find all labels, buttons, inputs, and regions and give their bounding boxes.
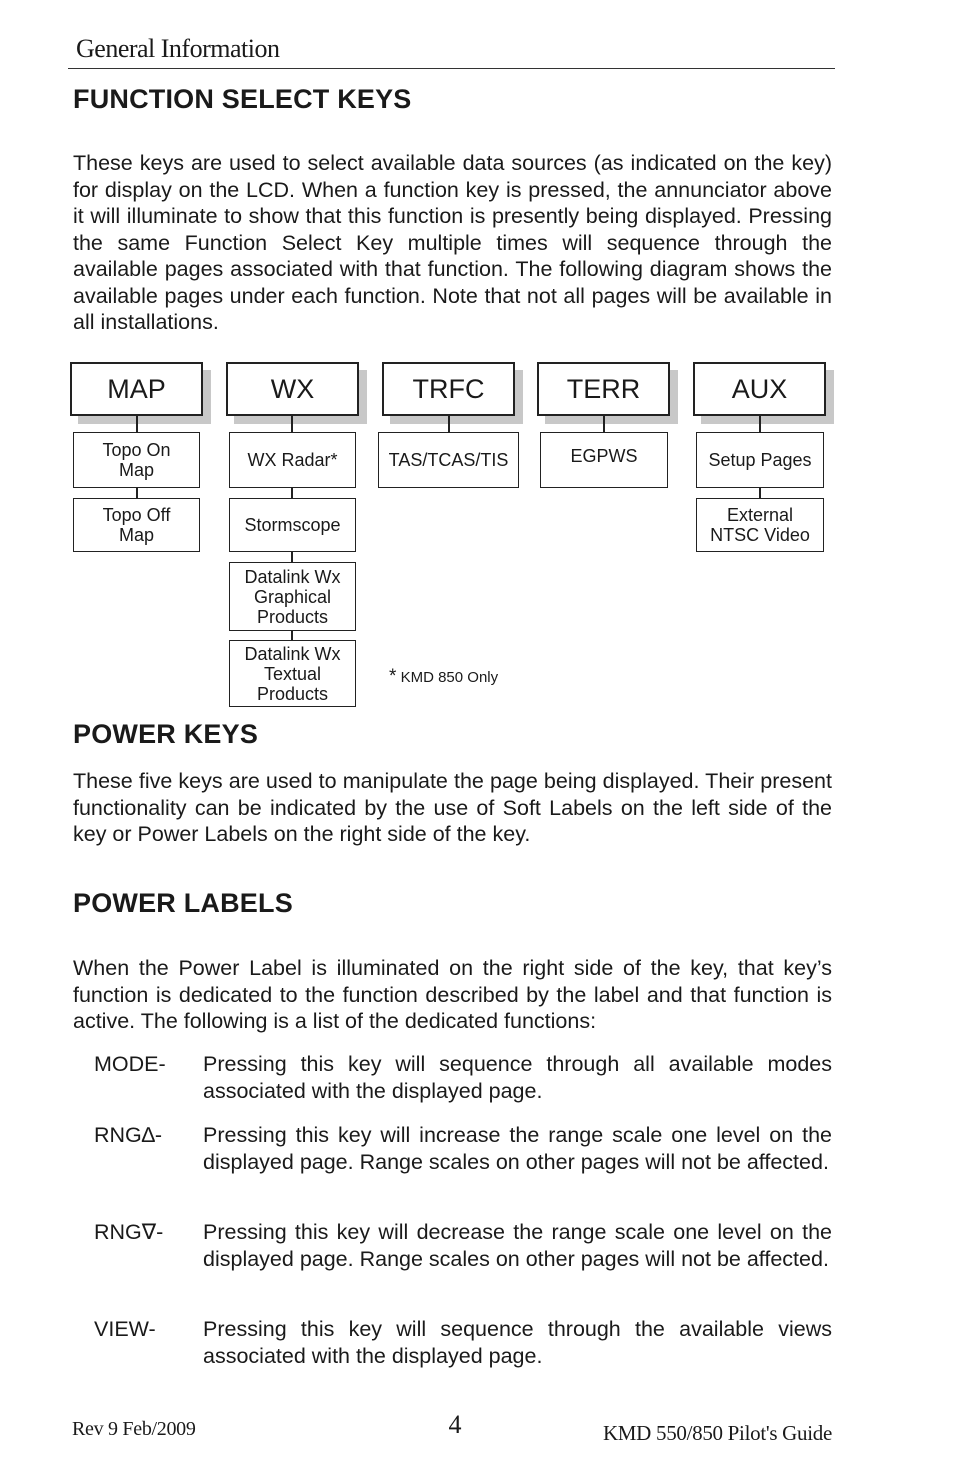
terr-key: TERR <box>537 362 670 416</box>
power-keys-heading: POWER KEYS <box>73 719 259 749</box>
diagram-footnote <box>389 666 498 688</box>
page-datalink-graphical: Datalink Wx Graphical Products <box>229 562 356 631</box>
page-wx-radar: WX Radar* <box>229 432 356 488</box>
page-external-ntsc-video: External NTSC Video <box>696 498 824 552</box>
page-setup-pages: Setup Pages <box>696 432 824 488</box>
aux-key: AUX <box>693 362 826 416</box>
power-keys-body: These five keys are used to manipulate the page being displayed. Their present functionality can be indicated by the use of Soft Labels on the left side of the key or Power Labels on the right side of the key. <box>73 769 832 846</box>
footnote-asterisk: * <box>389 666 397 687</box>
definition-term: MODE- <box>94 1052 166 1076</box>
page-tas-tcas-tis: TAS/TCAS/TIS <box>378 432 519 488</box>
page-topo-on-map: Topo On Map <box>73 432 200 488</box>
function-keys-body: These keys are used to select available data sources (as indicated on the key) for display on the LCD. When a function key is pressed, the annunciator above it will illuminate to show that this function is presently being displayed. Pressing the same Function Select Key multiple times will sequence through the available pages associated with that function. The following diagram shows the available pages under each function. Note that not all pages will be available in all installations. <box>73 151 832 334</box>
map-key: MAP <box>70 362 203 416</box>
footer-revision: Rev 9 Feb/2009 <box>72 1418 196 1440</box>
power-labels-body: When the Power Label is illuminated on the right side of the key, that key’s function is dedicated to the function described by the label and that function is active. The following is a list of the dedicated functions: <box>73 956 832 1033</box>
definition-text: Pressing this key will sequence through the available views associated with the displayed page. <box>203 1317 832 1368</box>
section-header: General Information <box>76 34 280 63</box>
footer-page-number: 4 <box>448 1410 462 1439</box>
page-datalink-textual: Datalink Wx Textual Products <box>229 640 356 707</box>
definition-term: VIEW- <box>94 1317 156 1341</box>
definition-text: Pressing this key will decrease the range scale one level on the displayed page. Range scales on other pages will not be affected. <box>203 1220 832 1271</box>
page-stormscope: Stormscope <box>229 498 356 552</box>
function-key-diagram <box>0 0 954 720</box>
wx-key: WX <box>226 362 359 416</box>
definition-term: RNG∆- <box>94 1123 163 1147</box>
function-keys-heading: FUNCTION SELECT KEYS <box>73 84 412 114</box>
footer-guide-title: KMD 550/850 Pilot's Guide <box>602 1421 832 1445</box>
page-egpws: EGPWS <box>540 432 668 488</box>
definition-term: RNG∇- <box>94 1220 164 1244</box>
trfc-key: TRFC <box>382 362 515 416</box>
definition-text: Pressing this key will sequence through all available modes associated with the displayed page. <box>203 1052 832 1103</box>
footnote-text: KMD 850 Only <box>400 669 499 686</box>
power-labels-heading: POWER LABELS <box>73 888 293 918</box>
definition-text: Pressing this key will increase the range scale one level on the displayed page. Range scales on other pages will not be affected. <box>203 1123 832 1174</box>
page-topo-off-map: Topo Off Map <box>73 498 200 552</box>
